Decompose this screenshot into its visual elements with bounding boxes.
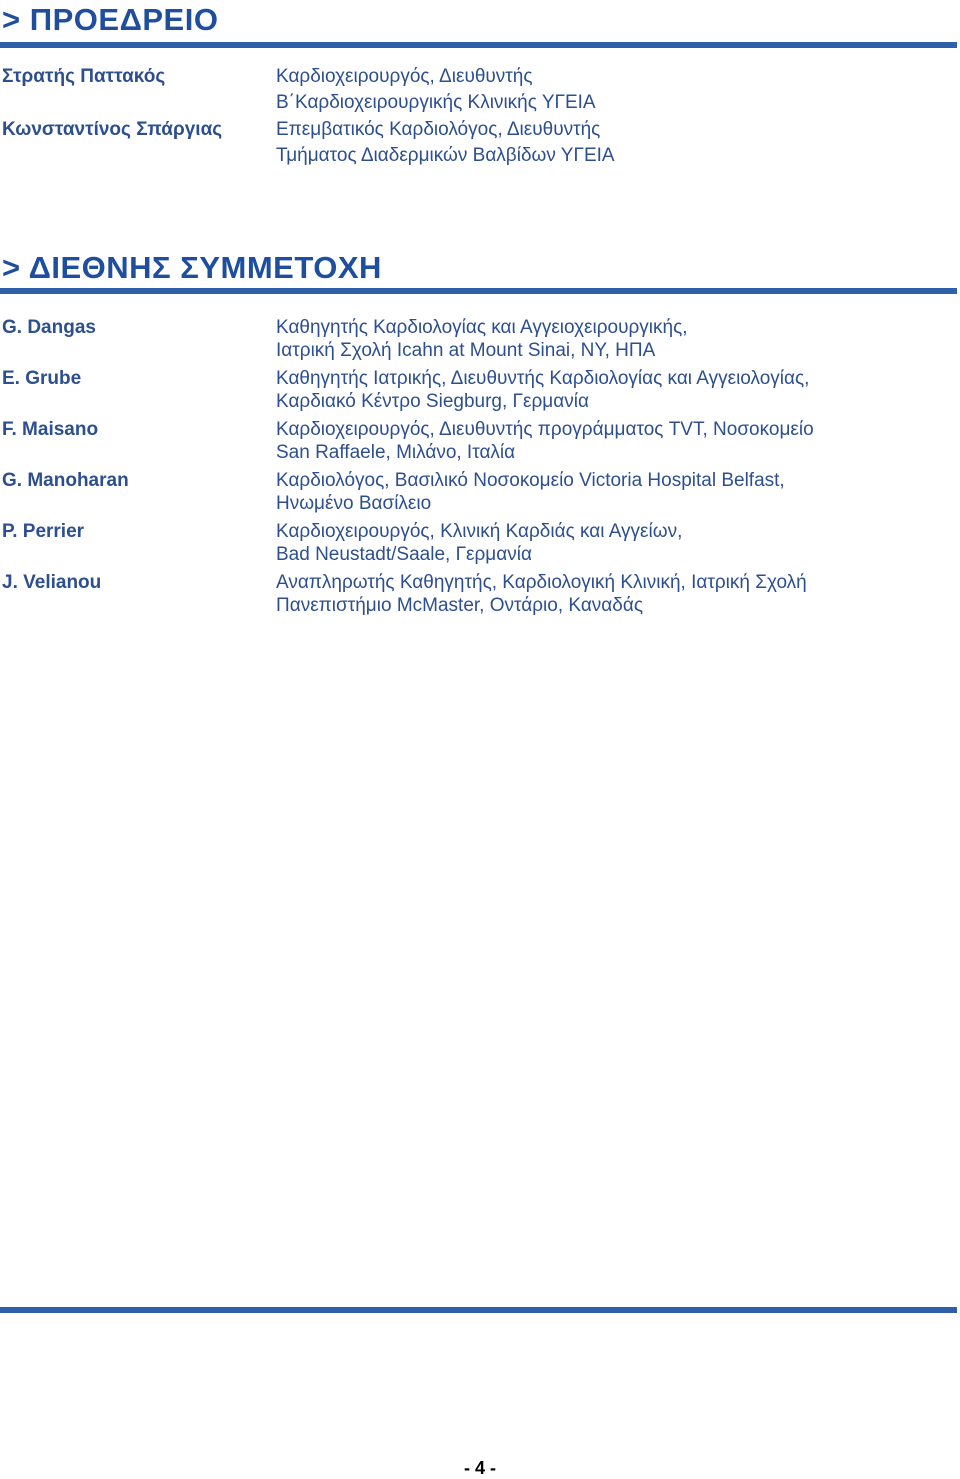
member-description-line: Καρδιολόγος, Βασιλικό Νοσοκομείο Victoria Hospital Belfast, [276, 470, 785, 491]
member-description-line: Επεμβατικός Καρδιολόγος, Διευθυντής [276, 119, 601, 140]
member-description-line: Καρδιοχειρουργός, Διευθυντής [276, 66, 533, 87]
member-description-line: Ιατρική Σχολή Icahn at Mount Sinai, NY, ΗΠΑ [276, 340, 656, 361]
member-description-line: Καθηγητής Καρδιολογίας και Αγγειοχειρουργικής, [276, 317, 688, 338]
member-name: G. Dangas [2, 317, 96, 338]
member-description-line: Καρδιακό Κέντρο Siegburg, Γερμανία [276, 391, 589, 412]
member-name: Κωνσταντίνος Σπάργιας [2, 119, 223, 140]
member-name: J. Velianou [2, 572, 102, 593]
member-description-line: Καθηγητής Ιατρικής, Διευθυντής Καρδιολογίας και Αγγειολογίας, [276, 368, 810, 389]
member-description [276, 316, 688, 362]
member-description [276, 117, 615, 169]
board-section-title: > ΠΡΟΕΔΡΕΙΟ [2, 2, 219, 37]
member-description [276, 418, 814, 464]
member-description [276, 64, 596, 116]
member-name: P. Perrier [2, 521, 85, 542]
page-number: - 4 - [463, 1458, 496, 1478]
international-section-title: > ΔΙΕΘΝΗΣ ΣΥΜΜΕΤΟΧΗ [2, 250, 382, 285]
member-description-line: Καρδιοχειρουργός, Κλινική Καρδιάς και Αγγείων, [276, 521, 683, 542]
board-title-rule [0, 42, 957, 48]
member-name: E. Grube [2, 368, 82, 389]
member-description [276, 571, 807, 617]
footer-rule [0, 1307, 957, 1313]
member-name: Στρατής Παττακός [2, 66, 166, 87]
member-description [276, 367, 809, 413]
member-name: F. Maisano [2, 419, 99, 440]
member-description-line: Ηνωμένο Βασίλειο [276, 493, 432, 514]
member-description-line: San Raffaele, Μιλάνο, Ιταλία [276, 442, 516, 463]
member-description-line: Β΄Καρδιοχειρουργικής Κλινικής ΥΓΕΙΑ [276, 92, 596, 113]
member-description-line: Καρδιοχειρουργός, Διευθυντής προγράμματος TVT, Νοσοκομείο [276, 419, 814, 440]
international-title-rule [0, 288, 957, 294]
member-description-line: Τμήματος Διαδερμικών Βαλβίδων ΥΓΕΙΑ [276, 145, 615, 166]
member-description-line: Αναπληρωτής Καθηγητής, Καρδιολογική Κλινική, Ιατρική Σχολή [276, 572, 807, 593]
member-description [276, 469, 785, 515]
member-description [276, 520, 682, 566]
member-name: G. Manoharan [2, 470, 129, 491]
member-description-line: Πανεπιστήμιο McMaster, Οντάριο, Καναδάς [276, 595, 644, 616]
member-description-line: Bad Neustadt/Saale, Γερμανία [276, 544, 532, 565]
